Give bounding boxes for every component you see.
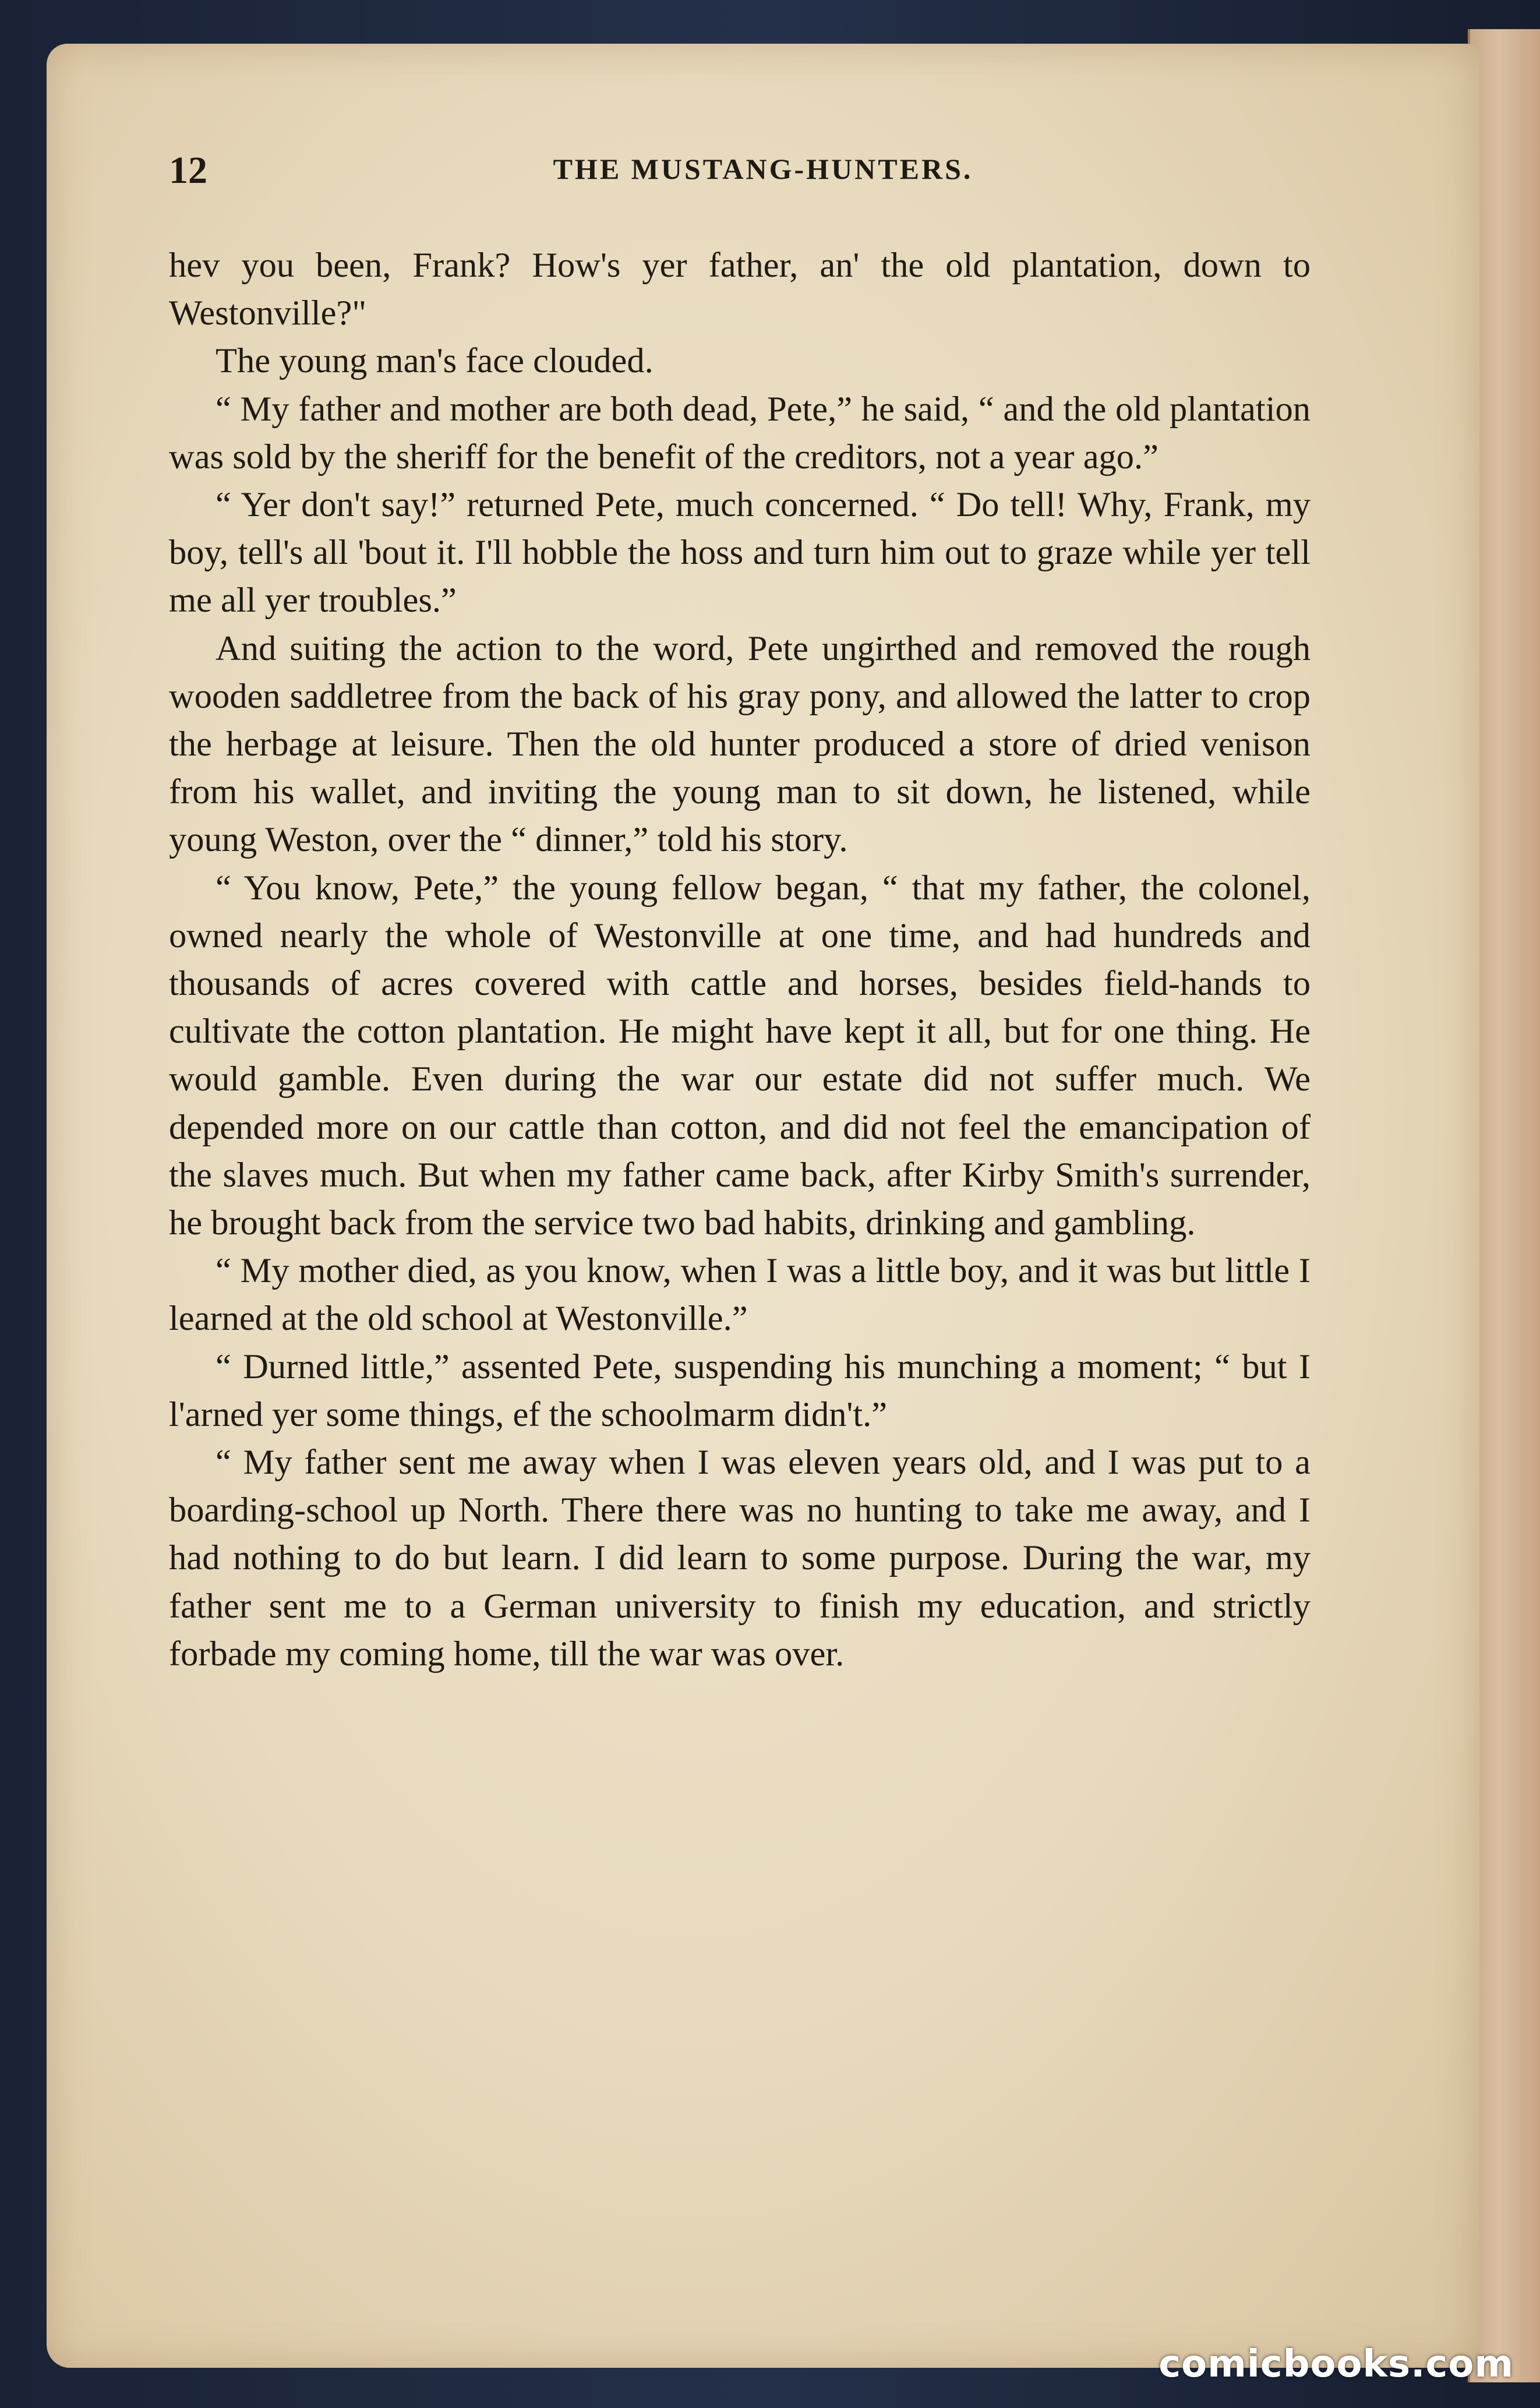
paragraph: The young man's face clouded. [216, 341, 654, 381]
paragraph: “ My mother died, as you know, when I was a little boy, and it was but little I learned at the old school at Westonville.” [169, 1251, 1311, 1339]
paragraph: “ My father sent me away when I was eleven years old, and I was put to a boarding-school up North. There there was no hunting to take me away, and I had nothing to do but learn. I did learn to some purpose. During the war, my father sent me to a German university to finish my education, and strictly forbade my coming home, till the war was over. [169, 1443, 1311, 1673]
paragraph: hev you been, Frank? How's yer father, an' the old plantation, down to Westonville?" [169, 246, 1311, 333]
paragraph: “ You know, Pete,” the young fellow began, “ that my father, the colonel, owned nearly the whole of Westonville at one time, and had hundreds and thousands of acres covered with cattle and horses, besides field-hands to cultivate the cotton plantation. He might have kept it all, but for one thing. He would gamble. Even during the war our estate did not suffer much. We depended more on our cattle than cotton, and did not feel the emancipation of the slaves much. But when my father came back, after Kirby Smith's surrender, he brought back from the service two bad habits, drinking and gambling. [169, 868, 1311, 1243]
paragraph: “ Durned little,” assented Pete, suspending his munching a moment; “ but I l'arned yer some things, ef the schoolmarm didn't.” [169, 1347, 1311, 1434]
page-number: 12 [169, 149, 207, 192]
running-title: THE MUSTANG-HUNTERS. [553, 153, 973, 185]
watermark: comicbooks.com [1158, 2343, 1514, 2386]
paragraph: And suiting the action to the word, Pete ungirthed and removed the rough wooden saddletree from the back of his gray pony, and allowed the latter to crop the herbage at leisure. Then the old hunter produced a store of dried venison from his wallet, and inviting the young man to sit down, he listened, while young Weston, over the “ dinner,” told his story. [169, 629, 1311, 860]
paragraph: “ My father and mother are both dead, Pete,” he said, “ and the old plantation was sold by the sheriff for the benefit of the creditors, not a year ago.” [169, 389, 1311, 476]
paragraph: “ Yer don't say!” returned Pete, much concerned. “ Do tell! Why, Frank, my boy, tell's all 'bout it. I'll hobble the hoss and turn him out to graze while yer tell me all yer troubles.” [169, 485, 1311, 620]
page-header [47, 149, 1479, 195]
body-text [169, 242, 1311, 1678]
book-page [47, 44, 1479, 2368]
